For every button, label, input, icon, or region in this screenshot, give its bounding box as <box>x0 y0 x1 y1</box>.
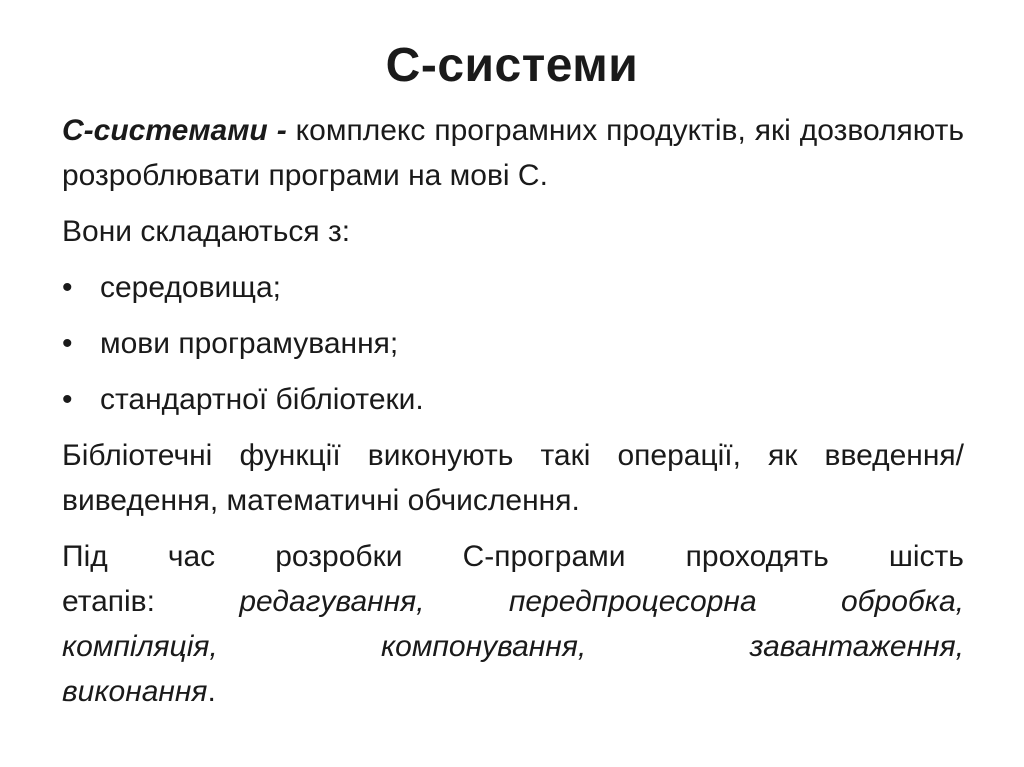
word: Під <box>62 540 108 573</box>
list-item <box>62 377 964 422</box>
stages-line-4 <box>62 669 964 714</box>
stage-name: компонування, <box>381 630 587 663</box>
stages-line-1 <box>62 534 964 579</box>
stages-line-2 <box>62 579 964 624</box>
stages-paragraph <box>62 534 964 714</box>
components-list <box>62 265 964 422</box>
list-item-text: середовища; <box>100 271 281 304</box>
word: шість <box>888 540 964 573</box>
word: розробки <box>275 540 403 573</box>
stage-name: завантаження, <box>749 630 964 663</box>
list-item-text: мови програмування; <box>100 327 399 360</box>
consists-label: Вони складаються з: <box>62 215 351 248</box>
slide-title: C-системи <box>385 39 639 92</box>
intro-text: комплекс програмних продуктів, які дозволяють розроблювати програми на мові С. <box>62 114 964 192</box>
bullet-icon: • <box>62 383 73 416</box>
library-paragraph: Бібліотечні функції виконують такі операції, як введення/виведення, математичні обчислення. <box>62 439 964 517</box>
slide-body <box>62 108 964 725</box>
word: проходять <box>685 540 829 573</box>
stages-period: . <box>207 675 216 708</box>
bullet-icon: • <box>62 271 73 304</box>
word: С-програми <box>462 540 626 573</box>
stage-name: редагування, <box>239 585 425 618</box>
stage-name: обробка, <box>841 585 964 618</box>
stages-prefix: етапів: <box>62 585 155 618</box>
list-item-text: стандартної бібліотеки. <box>100 383 424 416</box>
list-item <box>62 321 964 366</box>
stage-name: передпроцесорна <box>508 585 757 618</box>
list-item <box>62 265 964 310</box>
intro-term: С-системами - <box>62 114 287 147</box>
stages-line-3 <box>62 624 964 669</box>
stage-name: виконання <box>62 675 208 708</box>
stage-name: компіляція, <box>62 630 218 663</box>
bullet-icon: • <box>62 327 73 360</box>
word: час <box>167 540 216 573</box>
intro-paragraph <box>62 108 964 198</box>
